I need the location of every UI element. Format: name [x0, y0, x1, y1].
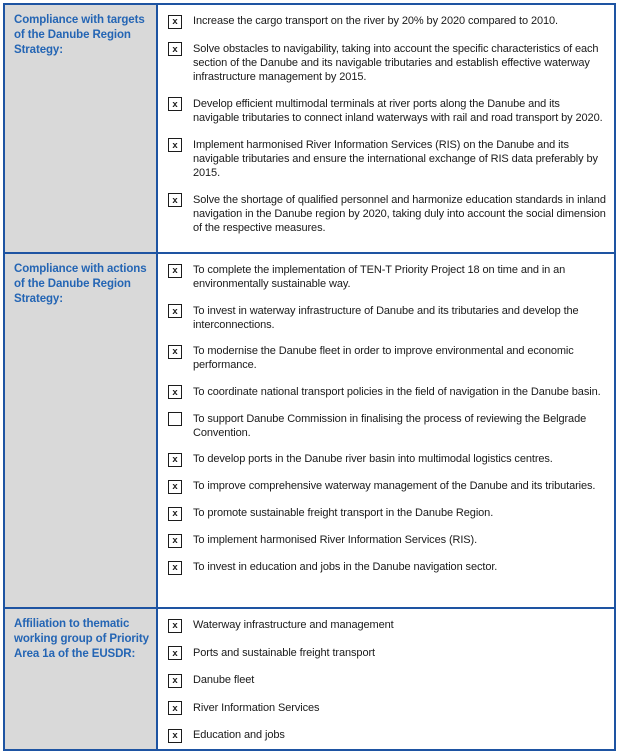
checkbox-label: To modernise the Danube fleet in order to improve environmental and economic performance.: [193, 345, 574, 372]
checked-checkbox-icon[interactable]: x: [168, 453, 182, 467]
checked-checkbox-icon[interactable]: x: [168, 385, 182, 399]
checkbox-label: To invest in education and jobs in the Danube navigation sector.: [193, 561, 498, 574]
checked-checkbox-icon[interactable]: x: [168, 304, 182, 318]
checkbox-label: To improve comprehensive waterway management of the Danube and its tributaries.: [193, 480, 596, 493]
checkbox-label: Develop efficient multimodal terminals at river ports along the Danube and its navigable tributaries to connect inland waterways with rail and road transport by 2020.: [193, 97, 603, 124]
checked-checkbox-icon[interactable]: x: [168, 674, 182, 688]
list-item: [168, 263, 606, 291]
checkbox-label: To develop ports in the Danube river basin into multimodal logistics centres.: [193, 453, 553, 466]
checkbox-label: Increase the cargo transport on the river by 20% by 2020 compared to 2010.: [193, 15, 558, 27]
table-row: [5, 254, 614, 609]
table-row: [5, 5, 614, 254]
list-item: [168, 701, 606, 716]
checkbox-label: To support Danube Commission in finalising the process of reviewing the Belgrade Convention.: [193, 412, 587, 439]
row-header: Affiliation to thematic working group of Priority Area 1a of the EUSDR:: [5, 609, 158, 749]
checkbox-label: Solve the shortage of qualified personnel and harmonize education standards in inland navigation in the Danube region by 2020, taking duly into account the social dimension of the respective measures.: [193, 193, 606, 234]
checked-checkbox-icon[interactable]: x: [168, 345, 182, 359]
checkbox-label: Danube fleet: [193, 674, 255, 687]
checkbox-label: River Information Services: [193, 701, 320, 714]
checkbox-list: [168, 618, 606, 743]
list-item: [168, 646, 606, 661]
checked-checkbox-icon[interactable]: x: [168, 264, 182, 278]
checked-checkbox-icon[interactable]: x: [168, 619, 182, 633]
checked-checkbox-icon[interactable]: x: [168, 534, 182, 548]
list-item: [168, 193, 606, 235]
list-item: [168, 138, 606, 180]
list-item: [168, 618, 606, 633]
row-items-cell: [158, 609, 614, 749]
row-items-cell: [158, 254, 614, 607]
list-item: [168, 673, 606, 688]
list-item: [168, 479, 606, 494]
checked-checkbox-icon[interactable]: x: [168, 97, 182, 111]
checkbox-list: [168, 263, 606, 575]
row-header: Compliance with actions of the Danube Region Strategy:: [5, 254, 158, 607]
checked-checkbox-icon[interactable]: x: [168, 701, 182, 715]
list-item: [168, 728, 606, 743]
list-item: [168, 344, 606, 372]
list-item: [168, 304, 606, 332]
list-item: [168, 533, 606, 548]
checked-checkbox-icon[interactable]: x: [168, 138, 182, 152]
list-item: [168, 412, 606, 440]
checked-checkbox-icon[interactable]: x: [168, 15, 182, 29]
checked-checkbox-icon[interactable]: x: [168, 42, 182, 56]
list-item: [168, 97, 606, 125]
compliance-table: [3, 3, 616, 751]
list-item: [168, 452, 606, 467]
checkbox-label: To implement harmonised River Information Services (RIS).: [193, 534, 478, 547]
checked-checkbox-icon[interactable]: x: [168, 729, 182, 743]
row-header: Compliance with targets of the Danube Region Strategy:: [5, 5, 158, 252]
checkbox-label: To coordinate national transport policies in the field of navigation in the Danube basin.: [193, 385, 601, 398]
checked-checkbox-icon[interactable]: x: [168, 193, 182, 207]
checkbox-list: [168, 14, 606, 235]
checkbox-label: To promote sustainable freight transport in the Danube Region.: [193, 507, 494, 520]
list-item: [168, 506, 606, 521]
checked-checkbox-icon[interactable]: x: [168, 507, 182, 521]
checked-checkbox-icon[interactable]: x: [168, 561, 182, 575]
checkbox-label: Ports and sustainable freight transport: [193, 646, 375, 659]
row-items-cell: [158, 5, 614, 252]
unchecked-checkbox-icon[interactable]: [168, 412, 182, 426]
checked-checkbox-icon[interactable]: x: [168, 646, 182, 660]
checkbox-label: Education and jobs: [193, 729, 285, 742]
checkbox-label: Waterway infrastructure and management: [193, 619, 394, 632]
checkbox-label: Solve obstacles to navigability, taking into account the specific characteristics of each section of the Danube and its navigable tributaries and establish effective waterway infrastructure management by 2015.: [193, 42, 599, 83]
table-row: [5, 609, 614, 749]
checkbox-label: Implement harmonised River Information Services (RIS) on the Danube and its navigable tributaries and ensure the international exchange of RIS data preferably by 2015.: [193, 138, 598, 179]
checkbox-label: To complete the implementation of TEN-T Priority Project 18 on time and in an environmentally sustainable way.: [193, 264, 566, 291]
list-item: [168, 14, 606, 29]
checked-checkbox-icon[interactable]: x: [168, 480, 182, 494]
list-item: [168, 560, 606, 575]
checkbox-label: To invest in waterway infrastructure of Danube and its tributaries and develop the interconnections.: [193, 304, 579, 331]
list-item: [168, 42, 606, 84]
list-item: [168, 385, 606, 400]
